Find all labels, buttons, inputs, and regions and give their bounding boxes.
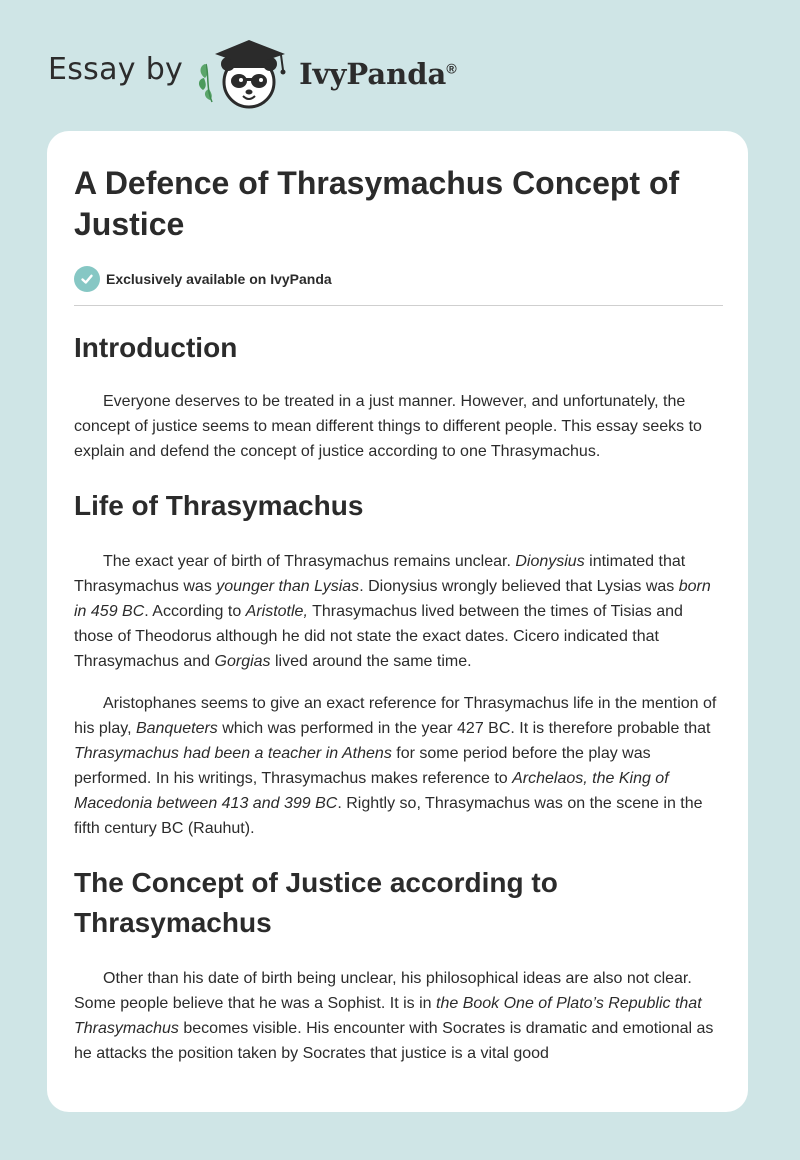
- check-icon: [74, 266, 100, 292]
- panda-logo-icon: [197, 34, 293, 110]
- registered-mark: ®: [446, 60, 457, 77]
- essay-title: A Defence of Thrasymachus Concept of Justice: [74, 165, 680, 242]
- essay-card: [47, 131, 748, 1112]
- exclusive-label: Exclusively available on IvyPanda: [106, 271, 332, 287]
- brand-prefix: Essay by: [48, 51, 184, 87]
- concept-paragraph-1: Other than his date of birth being unclear, his philosophical ideas are also not clear. Some people believe that he was a Sophist. It is in the Book One of Plato’s Republic that Thrasymachus becomes visible. His encounter with Socrates is dramatic and emotional as he attacks the position taken by Socrates that justice is a vital good: [74, 970, 714, 1062]
- section-heading-life: Life of Thrasymachus: [74, 490, 364, 521]
- intro-paragraph: Everyone deserves to be treated in a just manner. However, and unfortunately, the concept of justice seems to mean different things to different people. This essay seeks to explain and defend the concept of justice according to one Thrasymachus.: [74, 393, 702, 460]
- brand-header: [48, 36, 457, 108]
- divider: [74, 305, 723, 306]
- section-heading-concept: The Concept of Justice according to Thrasymachus: [74, 867, 558, 938]
- exclusive-badge: [74, 265, 722, 293]
- section-heading-introduction: Introduction: [74, 332, 238, 363]
- life-paragraph-2: Aristophanes seems to give an exact reference for Thrasymachus life in the mention of his play, Banqueters which was performed in the year 427 BC. It is therefore probable that Thrasymachus had been a teacher in Athens for some period before the play was performed. In his writings, Thrasymachus makes reference to Archelaos, the King of Macedonia between 413 and 399 BC. Rightly so, Thrasymachus was on the scene in the fifth century BC (Rauhut).: [74, 695, 717, 837]
- brand-name: IvyPanda®: [299, 57, 457, 91]
- life-paragraph-1: The exact year of birth of Thrasymachus remains unclear. Dionysius intimated that Thrasymachus was younger than Lysias. Dionysius wrongly believed that Lysias was born in 459 BC. According to Aristotle, Thrasymachus lived between the times of Tisias and those of Theodorus although he did not state the exact dates. Cicero indicated that Thrasymachus and Gorgias lived around the same time.: [74, 553, 711, 670]
- essay-content: [74, 163, 722, 1066]
